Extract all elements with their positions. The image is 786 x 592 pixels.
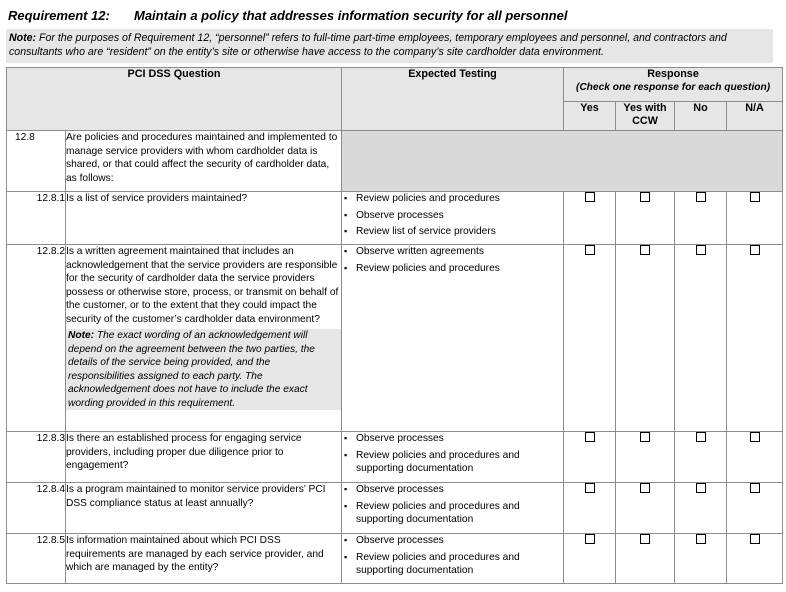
- checkbox-yes[interactable]: [585, 483, 595, 493]
- row-testing: [342, 432, 564, 483]
- testing-item: ▪ Review policies and procedures and supporting documentation: [342, 449, 563, 476]
- row-id: 12.8.4: [7, 483, 66, 534]
- row-question: Is information maintained about which PCI DSS requirements are managed by each service provider, and which are managed by the entity?: [66, 534, 342, 584]
- header-na: N/A: [727, 102, 783, 131]
- requirement-title: [8, 8, 567, 26]
- testing-item: ▪ Observe written agreements: [342, 245, 563, 259]
- testing-item: ▪ Observe processes: [342, 534, 563, 548]
- checkbox-na[interactable]: [750, 432, 760, 442]
- table-row: [7, 432, 783, 483]
- table-row: [7, 534, 783, 584]
- row-grey-fill: [342, 131, 783, 192]
- testing-item: ▪ Observe processes: [342, 432, 563, 446]
- requirement-number: Requirement 12:: [8, 8, 110, 23]
- row-id: 12.8.3: [7, 432, 66, 483]
- row-note-text: The exact wording of an acknowledgement will depend on the agreement between the two parties, the details of the service being provided, and the responsibilities assigned to each party. The acknowledgement does not have to include the exact wording provided in this requirement.: [68, 330, 315, 409]
- table-row: [7, 192, 783, 245]
- row-testing: [342, 192, 564, 245]
- response-title: Response: [647, 68, 699, 80]
- checkbox-no[interactable]: [696, 483, 706, 493]
- checkbox-na[interactable]: [750, 245, 760, 255]
- row-id: 12.8.5: [7, 534, 66, 584]
- checkbox-na[interactable]: [750, 192, 760, 202]
- personnel-note: [6, 29, 773, 63]
- note-label: Note:: [9, 32, 37, 44]
- checkbox-yes-ccw[interactable]: [640, 534, 650, 544]
- row-testing: [342, 245, 564, 432]
- header-no: No: [675, 102, 727, 131]
- row-question: Is a program maintained to monitor service providers’ PCI DSS compliance status at least annually?: [66, 483, 342, 534]
- checkbox-yes[interactable]: [585, 534, 595, 544]
- checkbox-yes[interactable]: [585, 432, 595, 442]
- checkbox-yes-ccw[interactable]: [640, 432, 650, 442]
- row-question: Is a list of service providers maintained?: [66, 192, 342, 245]
- row-testing: [342, 534, 564, 584]
- header-yes: Yes: [564, 102, 616, 131]
- checkbox-yes[interactable]: [585, 192, 595, 202]
- checkbox-na[interactable]: [750, 534, 760, 544]
- table-row: [7, 131, 783, 192]
- checkbox-yes[interactable]: [585, 245, 595, 255]
- checkbox-yes-ccw[interactable]: [640, 192, 650, 202]
- testing-item: ▪ Review policies and procedures: [342, 192, 563, 206]
- checkbox-yes-ccw[interactable]: [640, 245, 650, 255]
- requirement-heading: Maintain a policy that addresses information security for all personnel: [134, 8, 568, 23]
- checkbox-no[interactable]: [696, 534, 706, 544]
- header-testing: Expected Testing: [342, 68, 564, 131]
- row-id: 12.8: [7, 131, 66, 192]
- row-question: Is there an established process for engaging service providers, including proper due diligence prior to engagement?: [66, 432, 342, 483]
- row-question: Are policies and procedures maintained and implemented to manage service providers with whom cardholder data is shared, or that could affect the security of cardholder data, as follows:: [66, 131, 342, 192]
- row-note-label: Note:: [68, 330, 95, 341]
- requirements-table: [6, 67, 783, 584]
- row-question-cell: [66, 245, 342, 432]
- testing-item: ▪ Review policies and procedures: [342, 262, 563, 276]
- testing-item: ▪ Observe processes: [342, 483, 563, 497]
- row-id: 12.8.2: [7, 245, 66, 432]
- table-row: [7, 483, 783, 534]
- header-response: [564, 68, 783, 102]
- row-testing: [342, 483, 564, 534]
- note-text: For the purposes of Requirement 12, “personnel” refers to full-time part-time employees, temporary employees and personnel, and contractors and consultants who are “resident” on the entity’s site or otherwise have access to the company’s site cardholder data environment.: [9, 32, 727, 58]
- checkbox-no[interactable]: [696, 432, 706, 442]
- testing-item: ▪ Observe processes: [342, 209, 563, 223]
- header-question: PCI DSS Question: [7, 68, 342, 131]
- checkbox-no[interactable]: [696, 245, 706, 255]
- response-instruction: (Check one response for each question): [575, 82, 771, 93]
- checkbox-yes-ccw[interactable]: [640, 483, 650, 493]
- row-id: 12.8.1: [7, 192, 66, 245]
- testing-item: ▪ Review list of service providers: [342, 225, 563, 239]
- testing-item: ▪ Review policies and procedures and supporting documentation: [342, 500, 563, 527]
- header-yes-ccw: Yes with CCW: [616, 102, 675, 131]
- table-row: [7, 245, 783, 432]
- testing-item: ▪ Review policies and procedures and supporting documentation: [342, 551, 563, 578]
- checkbox-na[interactable]: [750, 483, 760, 493]
- row-question: Is a written agreement maintained that includes an acknowledgement that the service providers are responsible for the security of cardholder data the service providers possess or otherwise store, process, or transmit on behalf of the customer, or to the extent that they could impact the security of the customer’s cardholder data environment?: [66, 246, 339, 325]
- row-note: [66, 329, 341, 410]
- checkbox-no[interactable]: [696, 192, 706, 202]
